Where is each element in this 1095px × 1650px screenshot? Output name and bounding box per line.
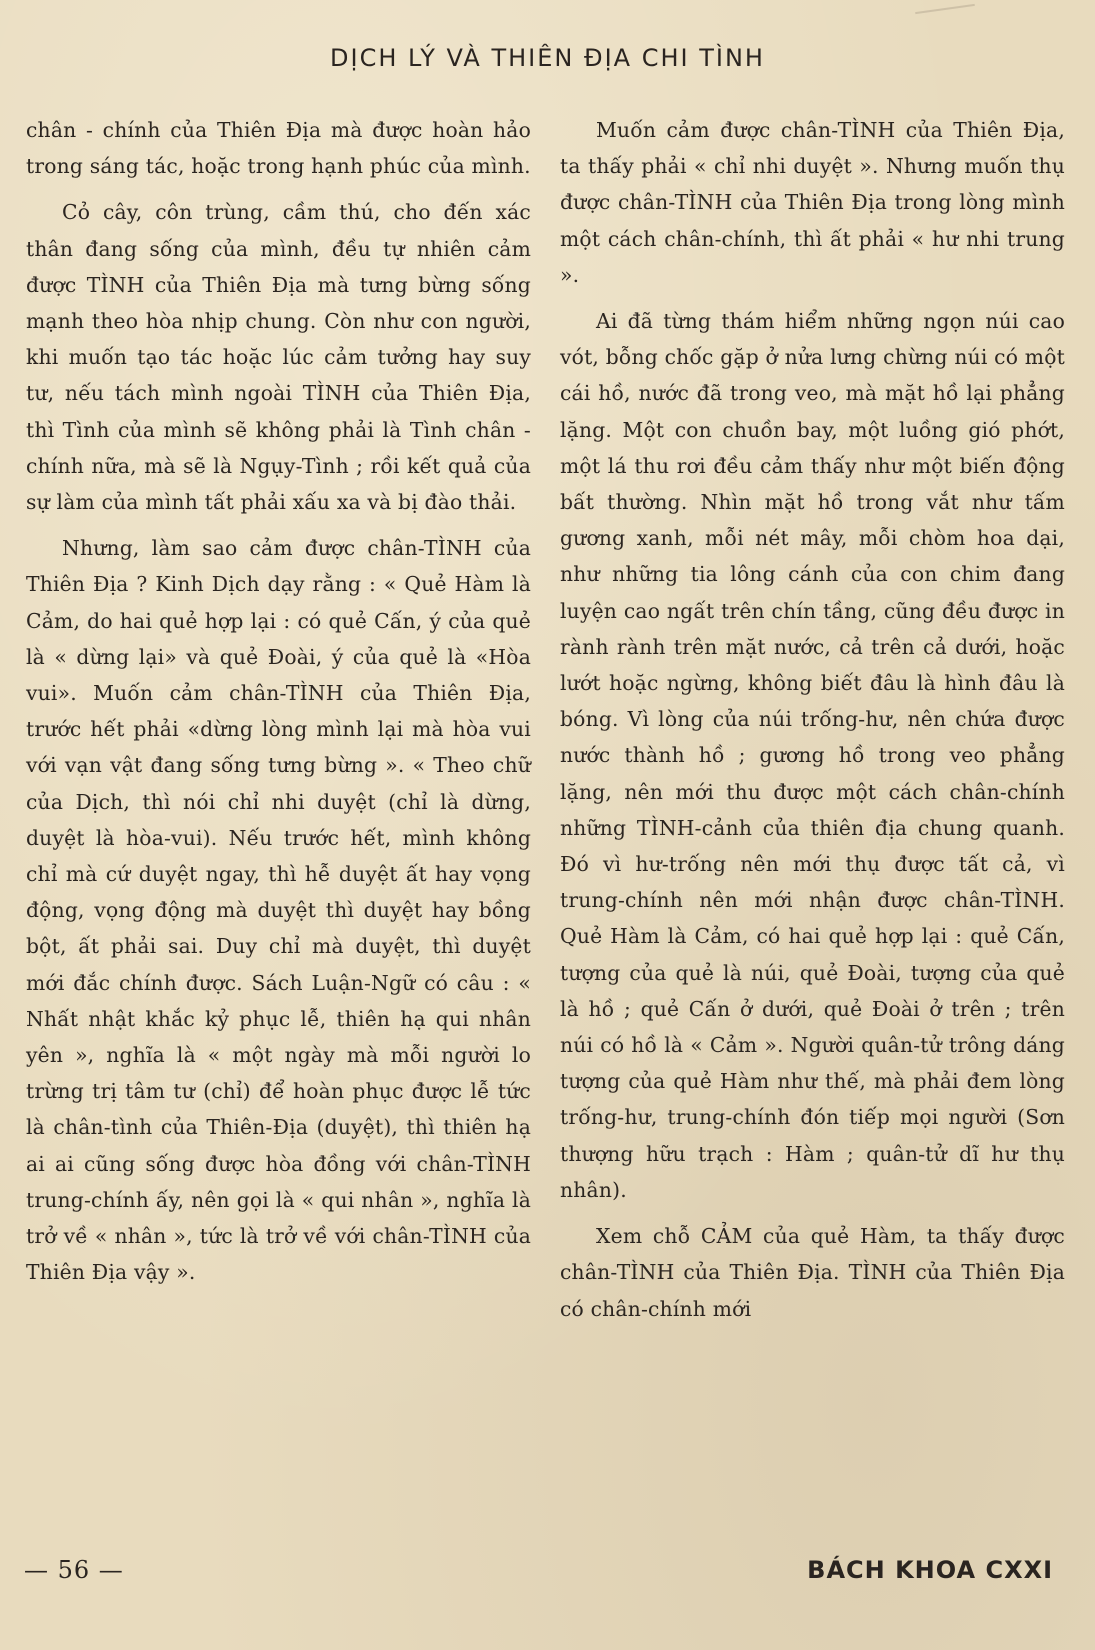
- magazine-issue: BÁCH KHOA CXXI: [807, 1556, 1053, 1584]
- left-paragraph-2: Cỏ cây, côn trùng, cầm thú, cho đến xác thân đang sống của mình, đều tự nhiên cảm được TÌNH của Thiên Địa mà tưng bừng sống mạnh theo hòa nhịp chung. Còn như con người, khi muốn tạo tác hoặc lúc cảm tưởng hay suy tư, nếu tách mình ngoài TÌNH của Thiên Địa, thì Tình của mình sẽ không phải là Tình chân - chính nữa, mà sẽ là Ngụy-Tình ; rồi kết quả của sự làm của mình tất phải xấu xa và bị đào thải.: [26, 200, 531, 515]
- left-paragraph-1: chân - chính của Thiên Địa mà được hoàn hảo trong sáng tác, hoặc trong hạnh phúc của mình.: [26, 118, 531, 179]
- left-column: [26, 112, 531, 1291]
- paper-mark: [915, 4, 975, 14]
- right-paragraph-2: Ai đã từng thám hiểm những ngọn núi cao vót, bỗng chốc gặp ở nửa lưng chừng núi có một cái hồ, nước đã trong veo, mà mặt hồ lại phẳng lặng. Một con chuồn bay, một luồng gió phớt, một lá thu rơi đều cảm thấy như một biến động bất thường. Nhìn mặt hồ trong vắt như tấm gương xanh, mỗi nét mây, mỗi chòm hoa dại, như những tia lông cánh của con chim đang luyện cao ngất trên chín tầng, cũng đều được in rành rành trên mặt nước, cả trên cả dưới, hoặc lướt hoặc ngừng, không biết đâu là hình đâu là bóng. Vì lòng của núi trống-hư, nên chứa được nước thành hồ ; gương hồ trong veo phẳng lặng, nên mới thu được một cách chân-chính những TÌNH-cảnh của thiên địa chung quanh. Đó vì hư-trống nên mới thụ được tất cả, vì trung-chính nên mới nhận được chân-TÌNH. Quẻ Hàm là Cảm, có hai quẻ hợp lại : quẻ Cấn, tượng của quẻ là núi, quẻ Đoài, tượng của quẻ là hồ ; quẻ Cấn ở dưới, quẻ Đoài ở trên ; trên núi có hồ là « Cảm ». Người quân-tử trông dáng tượng của quẻ Hàm như thế, mà phải đem lòng trống-hư, trung-chính đón tiếp mọi người (Sơn thượng hữu trạch : Hàm ; quân-tử dĩ hư thụ nhân).: [560, 309, 1065, 1202]
- page-header: DỊCH LÝ VÀ THIÊN ĐỊA CHI TÌNH: [330, 44, 765, 72]
- right-paragraph-1: Muốn cảm được chân-TÌNH của Thiên Địa, ta thấy phải « chỉ nhi duyệt ». Nhưng muốn thụ được chân-TÌNH của Thiên Địa trong lòng mình một cách chân-chính, thì ất phải « hư nhi trung ».: [560, 118, 1065, 287]
- right-paragraph-3: Xem chỗ CẢM của quẻ Hàm, ta thấy được chân-TÌNH của Thiên Địa. TÌNH của Thiên Địa có chân-chính mới: [560, 1224, 1065, 1321]
- left-paragraph-3: Nhưng, làm sao cảm được chân-TÌNH của Thiên Địa ? Kinh Dịch dạy rằng : « Quẻ Hàm là Cảm, do hai quẻ hợp lại : có quẻ Cấn, ý của quẻ là « dừng lại» và quẻ Đoài, ý của quẻ là «Hòa vui». Muốn cảm chân-TÌNH của Thiên Địa, trước hết phải «dừng lòng mình lại mà hòa vui với vạn vật đang sống tưng bừng ». « Theo chữ của Dịch, thì nói chỉ nhi duyệt (chỉ là dừng, duyệt là hòa-vui). Nếu trước hết, mình không chỉ mà cứ duyệt ngay, thì hễ duyệt ất hay vọng động, vọng động mà duyệt thì duyệt hay bồng bột, ất phải sai. Duy chỉ mà duyệt, thì duyệt mới đắc chính được. Sách Luận-Ngữ có câu : « Nhất nhật khắc kỷ phục lễ, thiên hạ qui nhân yên », nghĩa là « một ngày mà mỗi người lo trừng trị tâm tư (chỉ) để hoàn phục được lễ tức là chân-tình của Thiên-Địa (duyệt), thì thiên hạ ai ai cũng sống được hòa đồng với chân-TÌNH trung-chính ấy, nên gọi là « qui nhân », nghĩa là trở về « nhân », tức là trở về với chân-TÌNH của Thiên Địa vậy ».: [26, 536, 531, 1285]
- page-number: — 56 —: [24, 1556, 124, 1584]
- right-column: [560, 112, 1065, 1327]
